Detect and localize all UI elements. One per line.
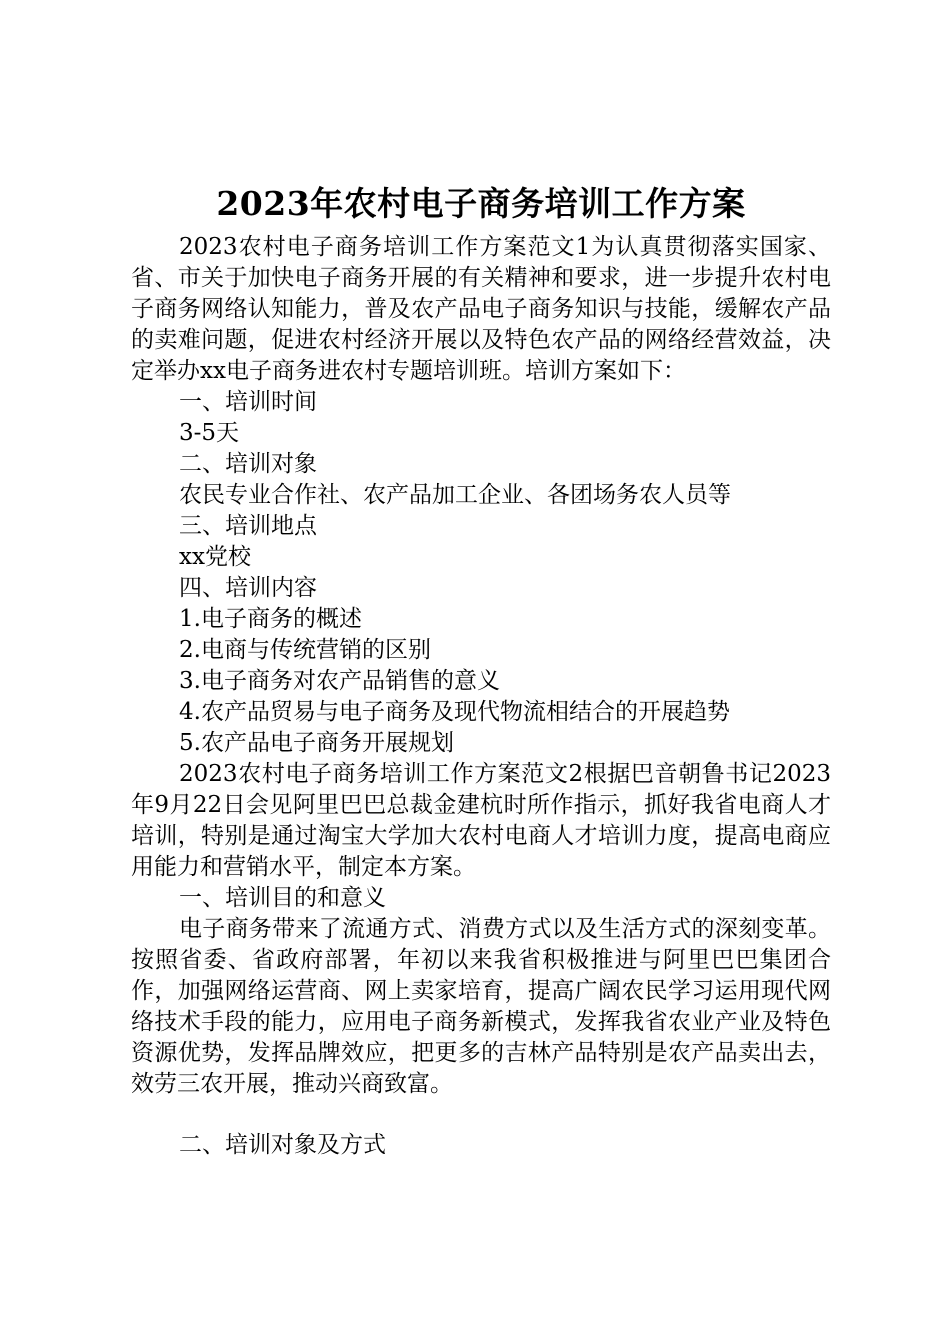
paragraph-purpose: 电子商务带来了流通方式、消费方式以及生活方式的深刻变革。按照省委、省政府部署，年初以来我省积极推进与阿里巴巴集团合作，加强网络运营商、网上卖家培育，提高广阔农民学习运用现代网络技术手段的能力，应用电子商务新模式，发挥我省农业产业及特色资源优势，发挥品牌效应，把更多的吉林产品特别是农产品卖出去，效劳三农开展，推动兴商致富。 bbox=[131, 916, 831, 1097]
training-location-value: xx党校 bbox=[179, 544, 251, 570]
heading-training-content: 四、培训内容 bbox=[179, 575, 317, 601]
paragraph-intro-1: 2023农村电子商务培训工作方案范文1为认真贯彻落实国家、省、市关于加快电子商务开展的有关精神和要求，进一步提升农村电子商务网络认知能力，普及农产品电子商务知识与技能，缓解农产品的卖难问题，促进农村经济开展以及特色农产品的网络经营效益，决定举办xx电子商务进农村专题培训班。培训方案如下： bbox=[131, 234, 831, 384]
training-target-value: 农民专业合作社、农产品加工企业、各团场务农人员等 bbox=[179, 482, 731, 508]
heading-purpose: 一、培训目的和意义 bbox=[179, 885, 386, 911]
document-title: 2023年农村电子商务培训工作方案 bbox=[216, 184, 746, 223]
heading-training-time: 一、培训时间 bbox=[179, 389, 317, 415]
heading-training-target: 二、培训对象 bbox=[179, 451, 317, 477]
paragraph-intro-2: 2023农村电子商务培训工作方案范文2根据巴音朝鲁书记2023年9月22日会见阿里巴巴总裁金建杭时所作指示，抓好我省电商人才培训，特别是通过淘宝大学加大农村电商人才培训力度，提高电商应用能力和营销水平，制定本方案。 bbox=[131, 761, 831, 880]
heading-training-location: 三、培训地点 bbox=[179, 513, 317, 539]
paragraph-spacer bbox=[131, 1100, 831, 1130]
content-item-2: 2.电商与传统营销的区别 bbox=[179, 637, 431, 663]
training-time-value: 3-5天 bbox=[179, 420, 240, 446]
content-item-5: 5.农产品电子商务开展规划 bbox=[179, 730, 454, 756]
heading-target-method: 二、培训对象及方式 bbox=[179, 1132, 386, 1158]
content-item-4: 4.农产品贸易与电子商务及现代物流相结合的开展趋势 bbox=[179, 699, 730, 725]
content-item-1: 1.电子商务的概述 bbox=[179, 606, 362, 632]
content-item-3: 3.电子商务对农产品销售的意义 bbox=[179, 668, 500, 694]
document-page bbox=[131, 178, 831, 1161]
